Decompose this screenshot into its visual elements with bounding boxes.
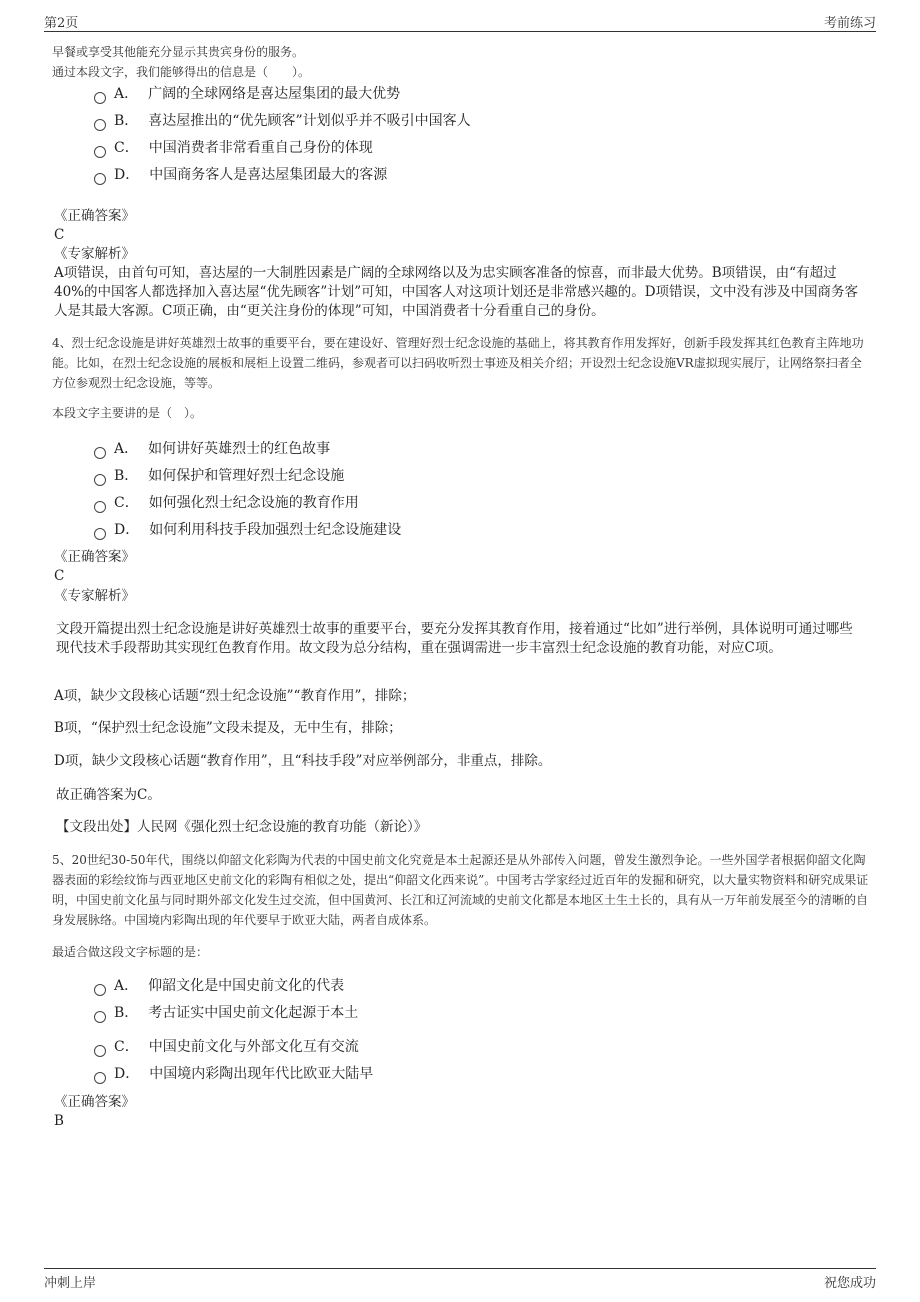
q3-analysis-label: 《专家解析》 — [54, 246, 135, 262]
q4-prompt: 本段文字主要讲的是（ ）。 — [52, 406, 203, 420]
radio-icon[interactable] — [94, 92, 106, 104]
q4-answer-label: 《正确答案》 — [54, 549, 135, 565]
q4-source: 【文段出处】人民网《强化烈士纪念设施的教育功能（新论）》 — [56, 819, 428, 835]
footer-right-text: 祝您成功 — [823, 1276, 876, 1291]
q3-stem-tail: 早餐或享受其他能充分显示其贵宾身份的服务。 — [52, 45, 305, 59]
q3-option-d[interactable]: D． 中国商务客人是喜达屋集团最大的客源 — [94, 165, 387, 185]
q4-analysis-label: 《专家解析》 — [54, 588, 135, 604]
radio-icon[interactable] — [94, 447, 106, 459]
page-number: 第2页 — [44, 16, 79, 31]
radio-icon[interactable] — [94, 984, 106, 996]
q5-answer: B — [54, 1113, 64, 1129]
q4-option-b[interactable]: B． 如何保护和管理好烈士纪念设施 — [94, 466, 344, 486]
q3-answer: C — [54, 227, 65, 243]
footer-divider — [44, 1268, 876, 1269]
q5-stem: 5、20世纪30-50年代，围绕以仰韶文化彩陶为代表的中国史前文化究竟是本土起源还是从外部传入问题，曾发生激烈争论。一些外国学者根据仰韶文化陶器表面的彩绘纹饰与西亚地区史前文化的彩陶有相似之处，提出“仰韶文化西来说”。中国考古学家经过近百年的发掘和研究，以大量实物资料和研究成果证明，中国史前文化虽与同时期外部文化发生过交流，但中国黄河、长江和辽河流域的史前文化都是本地区土生土长的，具有从一万年前发展至今的清晰的自身发展脉络。中国境内彩陶出现的年代要早于欧亚大陆，两者自成体系。 — [52, 853, 869, 927]
header-title: 考前练习 — [823, 16, 876, 31]
q5-prompt: 最适合做这段文字标题的是： — [52, 945, 209, 959]
radio-icon[interactable] — [94, 1045, 106, 1057]
radio-icon[interactable] — [94, 528, 106, 540]
radio-icon[interactable] — [94, 474, 106, 486]
footer-left-text: 冲刺上岸 — [44, 1276, 97, 1291]
page-header — [44, 12, 876, 32]
page-footer — [44, 1272, 876, 1292]
radio-icon[interactable] — [94, 1011, 106, 1023]
q5-option-c[interactable]: C． 中国史前文化与外部文化互有交流 — [94, 1037, 359, 1057]
radio-icon[interactable] — [94, 119, 106, 131]
header-divider — [44, 31, 876, 32]
radio-icon[interactable] — [94, 501, 106, 513]
q5-answer-label: 《正确答案》 — [54, 1094, 135, 1110]
q5-option-d[interactable]: D． 中国境内彩陶出现年代比欧亚大陆早 — [94, 1064, 373, 1084]
radio-icon[interactable] — [94, 173, 106, 185]
q3-answer-label: 《正确答案》 — [54, 208, 135, 224]
radio-icon[interactable] — [94, 1072, 106, 1084]
q4-answer: C — [54, 568, 65, 584]
q3-option-a[interactable]: A． 广阔的全球网络是喜达屋集团的最大优势 — [94, 84, 400, 104]
q4-option-a[interactable]: A． 如何讲好英雄烈士的红色故事 — [94, 439, 330, 459]
q3-option-b[interactable]: B． 喜达屋推出的“优先顾客”计划似乎并不吸引中国客人 — [94, 111, 471, 131]
q3-prompt: 通过本段文字，我们能够得出的信息是（ ）。 — [52, 65, 311, 79]
q3-option-c[interactable]: C． 中国消费者非常看重自己身份的体现 — [94, 138, 373, 158]
q3-analysis: A项错误，由首句可知，喜达屋的一大制胜因素是广阔的全球网络以及为忠实顾客准备的惊喜，而非最大优势。B项错误，由“有超过40%的中国客人都选择加入喜达屋“优先顾客”计划”可知，中国客人对这项计划还是非常感兴趣的。D项错误，文中没有涉及中国商务客人是其最大客源。C项正确，由“更关注身份的体现”可知，中国消费者十分看重自己的身份。 — [54, 265, 859, 319]
radio-icon[interactable] — [94, 146, 106, 158]
q4-stem: 4、烈士纪念设施是讲好英雄烈士故事的重要平台，要在建设好、管理好烈士纪念设施的基础上，将其教育作用发挥好，创新手段发挥其红色教育主阵地功能。比如，在烈士纪念设施的展板和展柜上设置二维码，参观者可以扫码收听烈士事迹及相关介绍；开设烈士纪念设施VR虚拟现实展厅，让网络祭扫者全方位参观烈士纪念设施，等等。 — [52, 336, 864, 390]
q4-option-c[interactable]: C． 如何强化烈士纪念设施的教育作用 — [94, 493, 359, 513]
q4-option-d[interactable]: D． 如何利用科技手段加强烈士纪念设施建设 — [94, 520, 401, 540]
q4-analysis-paragraph: D项，缺少文段核心话题“教育作用”，且“科技手段”对应举例部分，非重点，排除。 — [54, 753, 552, 769]
q4-analysis-paragraph: 故正确答案为C。 — [56, 787, 161, 803]
q4-analysis-paragraph: 文段开篇提出烈士纪念设施是讲好英雄烈士故事的重要平台，要充分发挥其教育作用，接着通过“比如”进行举例，具体说明可通过哪些现代技术手段帮助其实现红色教育作用。故文段为总分结构，重在强调需进一步丰富烈士纪念设施的教育功能，对应C项。 — [56, 621, 853, 656]
q5-option-b[interactable]: B． 考古证实中国史前文化起源于本土 — [94, 1003, 358, 1023]
q4-analysis-paragraph: B项，“保护烈士纪念设施”文段未提及，无中生有，排除； — [54, 720, 402, 736]
q4-analysis-paragraph: A项，缺少文段核心话题“烈士纪念设施”“教育作用”，排除； — [54, 688, 416, 704]
q5-option-a[interactable]: A． 仰韶文化是中国史前文化的代表 — [94, 976, 344, 996]
